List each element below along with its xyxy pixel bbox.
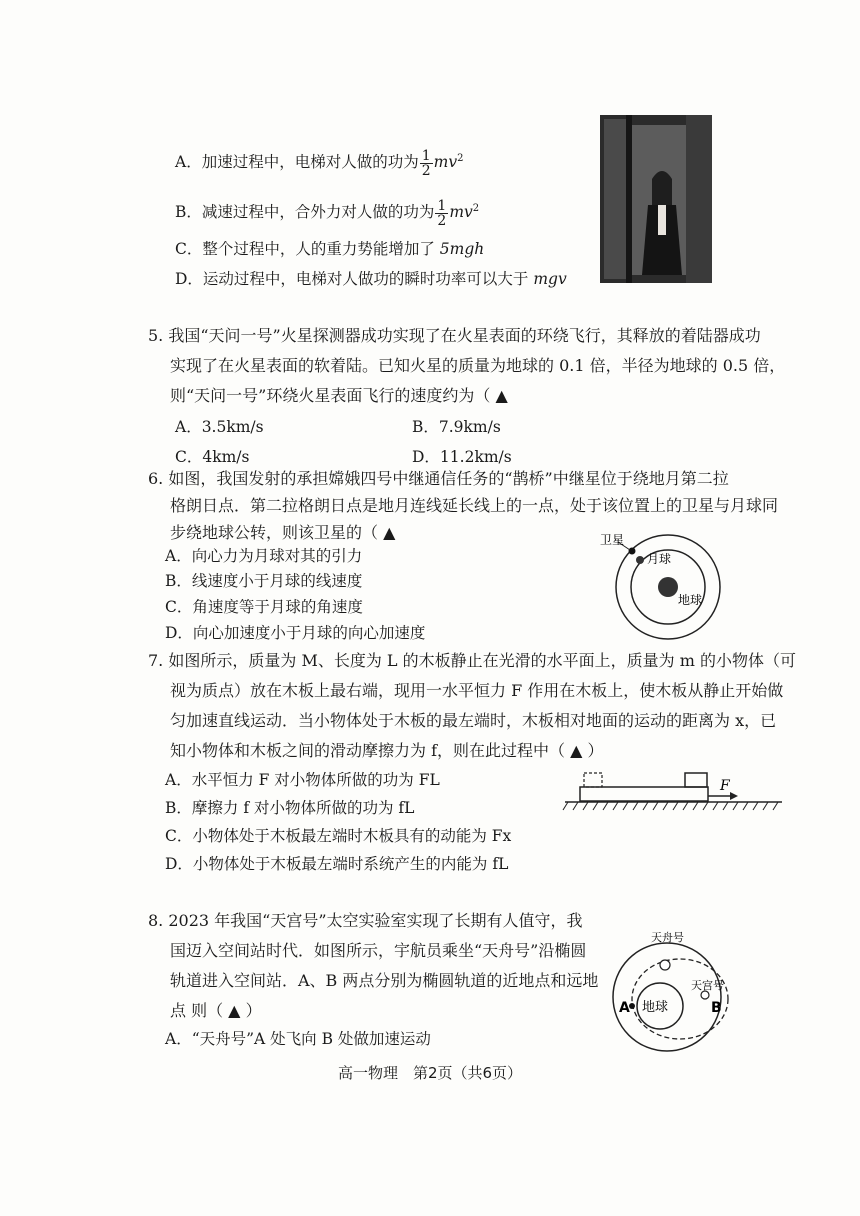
page-footer: 高一物理 第2页（共6页） bbox=[337, 1064, 523, 1082]
q4-option-b bbox=[175, 198, 479, 228]
q7-stem-line2: 视为质点）放在木板上最右端，现用一水平恒力 F 作用在木板上，使木板从静止开始做 bbox=[170, 681, 784, 700]
q4-option-d-math: mgv bbox=[533, 270, 567, 288]
fraction-half bbox=[420, 149, 433, 178]
mv-term: mv bbox=[433, 153, 458, 172]
q4-option-a-text: A．加速过程中，电梯对人做的功为 bbox=[175, 153, 419, 172]
q5-option-c: C．4km/s bbox=[175, 448, 250, 466]
space-station-orbit-diagram bbox=[605, 925, 735, 1055]
elevator-person-photo bbox=[600, 115, 712, 283]
square-exp: 2 bbox=[457, 153, 464, 164]
q4-option-c-math: 5mgh bbox=[439, 240, 485, 258]
q7-stem-line1: 7. 如图所示，质量为 M、长度为 L 的木板静止在光滑的水平面上，质量为 m 的小物体（可 bbox=[148, 651, 796, 670]
fig-force-label: F bbox=[720, 778, 730, 794]
q5-option-a: A．3.5km/s bbox=[175, 418, 264, 436]
q7-option-c: C．小物体处于木板最左端时木板具有的动能为 Fx bbox=[165, 827, 512, 845]
fraction-half bbox=[435, 199, 448, 228]
fig-moon-label: 月球 bbox=[647, 552, 672, 566]
board-block-diagram bbox=[560, 770, 785, 820]
q8-stem-line4: 点 则（ ▲ ） bbox=[170, 1001, 262, 1020]
fig-point-a: A bbox=[619, 1000, 630, 1016]
q6-stem-line3: 步绕地球公转，则该卫星的（ ▲ bbox=[170, 523, 396, 542]
frac-num: 1 bbox=[421, 147, 431, 164]
q7-stem-line4: 知小物体和木板之间的滑动摩擦力为 f，则在此过程中（ ▲ ） bbox=[170, 741, 604, 760]
frac-den: 2 bbox=[421, 162, 431, 179]
q6-option-d: D．向心加速度小于月球的向心加速度 bbox=[165, 624, 426, 642]
fig-earth-label: 地球 bbox=[678, 593, 703, 607]
fig-earth-label: 地球 bbox=[642, 1000, 669, 1015]
q6-option-c: C．角速度等于月球的角速度 bbox=[165, 598, 363, 616]
q5-option-d: D．11.2km/s bbox=[412, 448, 512, 466]
q5-option-b: B．7.9km/s bbox=[412, 418, 501, 436]
q7-option-a: A．水平恒力 F 对小物体所做的功为 FL bbox=[165, 771, 440, 789]
q7-stem-line3: 匀加速直线运动．当小物体处于木板的最左端时，木板相对地面的运动的距离为 x，已 bbox=[170, 711, 777, 730]
q8-stem-line3: 轨道进入空间站．A、B 两点分别为椭圆轨道的近地点和远地 bbox=[170, 971, 599, 990]
q6-option-b: B．线速度小于月球的线速度 bbox=[165, 572, 363, 590]
q7-option-b: B．摩擦力 f 对小物体所做的功为 fL bbox=[165, 799, 415, 817]
fig-point-b: B bbox=[711, 1000, 722, 1016]
fig-tianzhou-label: 天舟号 bbox=[651, 931, 684, 944]
q6-stem-line1: 6. 如图，我国发射的承担嫦娥四号中继通信任务的“鹊桥”中继星位于绕地月第二拉 bbox=[148, 469, 729, 488]
q5-stem-line2: 实现了在火星表面的软着陆。已知火星的质量为地球的 0.1 倍，半径为地球的 0.5 倍， bbox=[170, 356, 786, 375]
q8-stem-line2: 国迈入空间站时代．如图所示，宇航员乘坐“天舟号”沿椭圆 bbox=[170, 941, 587, 960]
fig-satellite-label: 卫星 bbox=[600, 533, 625, 547]
q6-stem-line2: 格朗日点．第二拉格朗日点是地月连线延长线上的一点，处于该位置上的卫星与月球同 bbox=[170, 496, 779, 515]
q4-option-b-text: B．减速过程中，合外力对人做的功为 bbox=[175, 203, 435, 222]
q5-stem-line1: 5. 我国“天问一号”火星探测器成功实现了在火星表面的环绕飞行，其释放的着陆器成功 bbox=[148, 326, 761, 345]
q4-option-c-text: C．整个过程中，人的重力势能增加了 bbox=[175, 240, 440, 258]
fig-tiangong-label: 天宫号 bbox=[691, 979, 724, 992]
q6-option-a: A．向心力为月球对其的引力 bbox=[165, 547, 363, 565]
frac-num: 1 bbox=[437, 197, 447, 214]
frac-den: 2 bbox=[437, 212, 447, 229]
q4-option-d-text: D．运动过程中，电梯对人做功的瞬时功率可以大于 bbox=[175, 270, 534, 288]
earth-moon-orbit-diagram bbox=[598, 530, 738, 640]
square-exp: 2 bbox=[472, 203, 480, 214]
q4-option-d bbox=[175, 268, 567, 290]
q4-option-c bbox=[175, 238, 484, 260]
q8-option-a: A．“天舟号”A 处飞向 B 处做加速运动 bbox=[165, 1030, 431, 1048]
q7-option-d: D．小物体处于木板最左端时系统产生的内能为 fL bbox=[165, 855, 509, 873]
q8-stem-line1: 8. 2023 年我国“天宫号”太空实验室实现了长期有人值守，我 bbox=[148, 911, 583, 930]
q5-stem-line3: 则“天问一号”环绕火星表面飞行的速度约为（ ▲ bbox=[170, 386, 508, 405]
q4-option-a bbox=[175, 148, 463, 178]
mv-term: mv bbox=[449, 203, 473, 222]
